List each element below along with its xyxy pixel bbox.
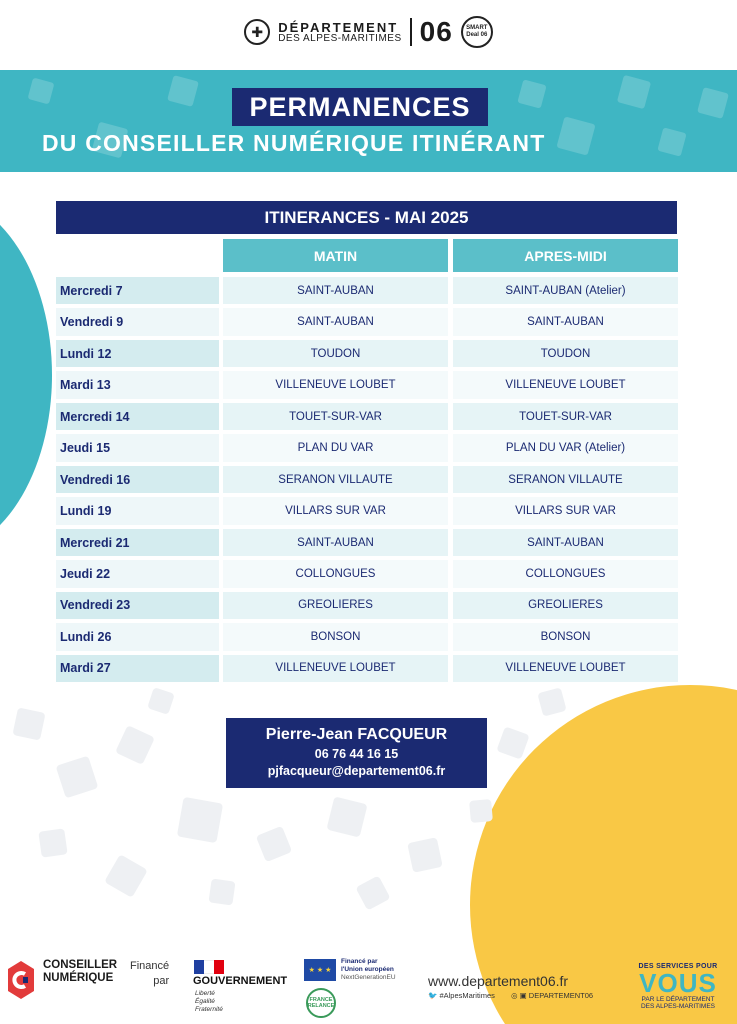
vous-bottom1: PAR LE DÉPARTEMENT — [641, 996, 715, 1003]
eu-line1: Financé par — [341, 958, 378, 965]
column-header-afternoon-text: APRES-MIDI — [524, 247, 607, 264]
morning-cell: TOUDON — [223, 340, 448, 367]
day-cell: Lundi 26 — [56, 623, 219, 650]
morning-cell: VILLENEUVE LOUBET — [223, 655, 448, 682]
deco-square — [256, 826, 292, 862]
table-row — [56, 592, 678, 619]
vous-top: DES SERVICES POUR — [638, 963, 718, 970]
services-pour-vous-logo — [633, 963, 723, 1011]
financed-by-line2: par — [153, 975, 170, 988]
table-row — [56, 308, 678, 335]
website-link[interactable]: www.departement06.fr — [428, 973, 569, 989]
table-row — [56, 403, 678, 430]
afternoon-cell: SERANON VILLAUTE — [453, 466, 678, 493]
schedule-rows — [56, 277, 678, 686]
financed-by — [130, 959, 169, 990]
social-links — [428, 991, 593, 1000]
day-cell: Mercredi 14 — [56, 403, 219, 430]
vous-main: VOUS — [639, 968, 717, 998]
afternoon-cell: BONSON — [453, 623, 678, 650]
column-header-morning — [223, 239, 448, 272]
deco-square — [104, 854, 148, 898]
deco-square — [407, 837, 443, 873]
table-heading — [56, 201, 677, 234]
afternoon-cell: VILLENEUVE LOUBET — [453, 371, 678, 398]
morning-cell: SERANON VILLAUTE — [223, 466, 448, 493]
vous-bottom2: DES ALPES-MARITIMES — [640, 1003, 716, 1011]
day-cell: Lundi 19 — [56, 497, 219, 524]
deco-square — [208, 878, 235, 905]
page-title-box — [232, 88, 488, 126]
department-name-line2: DES ALPES-MARITIMES — [278, 32, 402, 44]
afternoon-cell: VILLARS SUR VAR — [453, 497, 678, 524]
deco-square — [56, 756, 99, 799]
morning-cell: SAINT-AUBAN — [223, 277, 448, 304]
day-cell: Jeudi 22 — [56, 560, 219, 587]
deco-square — [355, 875, 390, 910]
instagram-facebook-link[interactable]: ◎ ▣ DEPARTEMENT06 — [510, 991, 594, 1000]
table-row — [56, 277, 678, 304]
french-flag-icon — [194, 960, 224, 974]
day-cell: Vendredi 23 — [56, 592, 219, 619]
logo-divider — [410, 18, 412, 46]
contact-email[interactable]: pjfacqueur@departement06.fr — [267, 764, 446, 778]
morning-cell: VILLARS SUR VAR — [223, 497, 448, 524]
contact-phone[interactable]: 06 76 44 16 15 — [314, 747, 399, 761]
table-row — [56, 623, 678, 650]
motto-fraternite: Fraternité — [195, 1005, 223, 1013]
morning-cell: COLLONGUES — [223, 560, 448, 587]
morning-cell: SAINT-AUBAN — [223, 308, 448, 335]
morning-cell: SAINT-AUBAN — [223, 529, 448, 556]
afternoon-cell: TOUET-SUR-VAR — [453, 403, 678, 430]
deco-square — [115, 725, 155, 765]
day-cell: Vendredi 16 — [56, 466, 219, 493]
government-motto — [195, 990, 223, 1013]
table-row — [56, 340, 678, 367]
conseiller-numerique-logo-icon — [6, 959, 36, 1001]
contact-name: Pierre-Jean FACQUEUR — [265, 726, 448, 743]
page-title: PERMANENCES — [249, 91, 471, 122]
contact-card — [226, 718, 487, 788]
deco-square — [12, 707, 45, 740]
page-subtitle: DU CONSEILLER NUMÉRIQUE ITINÉRANT — [42, 130, 546, 156]
deco-square — [537, 687, 566, 716]
afternoon-cell: COLLONGUES — [453, 560, 678, 587]
afternoon-cell: VILLENEUVE LOUBET — [453, 655, 678, 682]
department-name-line1: DÉPARTEMENT — [278, 19, 399, 35]
eu-funding-text — [341, 958, 396, 982]
deco-square — [38, 828, 67, 857]
twitter-handle: #AlpesMaritimes — [439, 991, 495, 1000]
day-cell: Vendredi 9 — [56, 308, 219, 335]
afternoon-cell: GREOLIERES — [453, 592, 678, 619]
france-relance-logo: FRANCE RELANCE — [306, 988, 336, 1018]
department-number: 06 — [419, 16, 453, 47]
day-cell: Mardi 13 — [56, 371, 219, 398]
conseiller-numerique-text — [43, 959, 117, 985]
afternoon-cell: PLAN DU VAR (Atelier) — [453, 434, 678, 461]
conseiller-numerique-line2: NUMÉRIQUE — [43, 972, 114, 985]
motto-egalite: Égalité — [195, 997, 215, 1005]
deco-square — [326, 796, 367, 837]
social-handle: DEPARTEMENT06 — [528, 991, 594, 1000]
eu-line3: NextGenerationEU — [341, 974, 396, 982]
day-cell: Mercredi 7 — [56, 277, 219, 304]
column-header-afternoon — [453, 239, 678, 272]
table-row — [56, 434, 678, 461]
table-row — [56, 655, 678, 682]
deco-square — [496, 726, 529, 759]
table-row — [56, 466, 678, 493]
conseiller-numerique-line1: CONSEILLER — [43, 959, 118, 971]
table-heading-text: ITINERANCES - MAI 2025 — [264, 207, 469, 227]
day-cell: Lundi 12 — [56, 340, 219, 367]
deco-square — [147, 687, 175, 715]
morning-cell: BONSON — [223, 623, 448, 650]
government-label: GOUVERNEMENT — [193, 975, 288, 987]
table-row — [56, 497, 678, 524]
eu-line2: l'Union européen — [341, 966, 394, 974]
day-cell: Mardi 27 — [56, 655, 219, 682]
afternoon-cell: TOUDON — [453, 340, 678, 367]
motto-liberte: Liberté — [195, 990, 215, 997]
department-emblem-icon: ✚ — [244, 19, 270, 45]
morning-cell: TOUET-SUR-VAR — [223, 403, 448, 430]
day-cell: Jeudi 15 — [56, 434, 219, 461]
twitter-link[interactable]: 🐦 #AlpesMaritimes — [428, 991, 495, 1000]
financed-by-line1: Financé — [130, 960, 170, 972]
table-row — [56, 529, 678, 556]
day-cell: Mercredi 21 — [56, 529, 219, 556]
department-logo — [0, 16, 737, 48]
deco-square — [469, 799, 493, 823]
table-row — [56, 560, 678, 587]
department-name — [278, 21, 401, 44]
eu-flag-icon: ★ ★ ★ — [304, 959, 336, 981]
teal-decoration — [0, 195, 52, 555]
deco-square — [177, 797, 223, 843]
column-header-morning-text: MATIN — [313, 247, 358, 264]
smart-deal-badge: SMART Deal 06 — [461, 16, 493, 48]
footer — [0, 955, 737, 1024]
table-row — [56, 371, 678, 398]
afternoon-cell: SAINT-AUBAN — [453, 529, 678, 556]
morning-cell: VILLENEUVE LOUBET — [223, 371, 448, 398]
morning-cell: PLAN DU VAR — [223, 434, 448, 461]
afternoon-cell: SAINT-AUBAN (Atelier) — [453, 277, 678, 304]
morning-cell: GREOLIERES — [223, 592, 448, 619]
afternoon-cell: SAINT-AUBAN — [453, 308, 678, 335]
